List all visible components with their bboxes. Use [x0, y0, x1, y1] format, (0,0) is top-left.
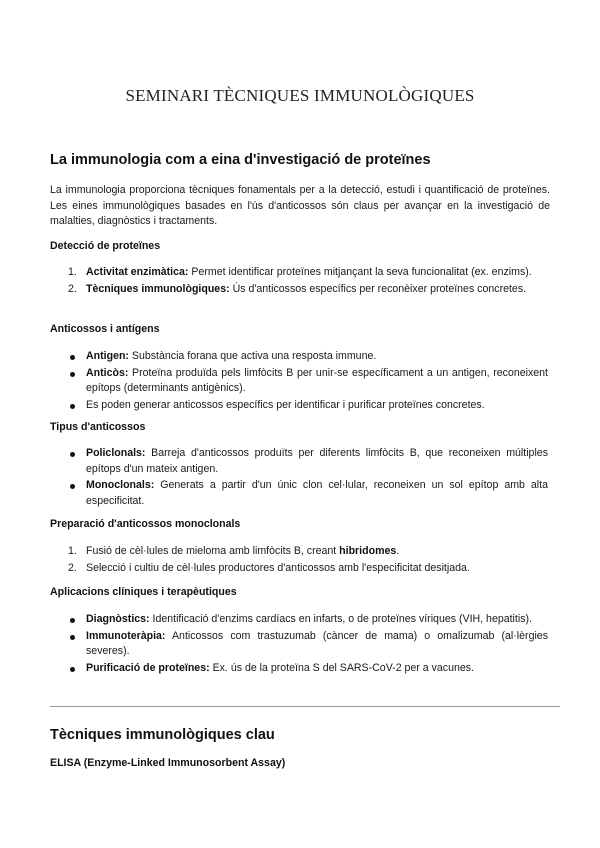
bullet-icon: [70, 355, 75, 360]
bullet-icon: [70, 618, 75, 623]
list-item: Antigen: Substància forana que activa una resposta immune.: [70, 349, 548, 365]
list-deteccio: [70, 265, 548, 298]
list-item: Anticòs: Proteïna produïda pels limfòcits B per unir-se específicament a un antigen, reconeixent epítops (determinants antigènics).: [70, 366, 548, 397]
list-item: 1. Activitat enzimàtica: Permet identificar proteïnes mitjançant la seva funcionalitat (ex. enzims).: [68, 266, 532, 278]
subheading-anticossos: Anticossos i antígens: [50, 323, 160, 335]
list-item: 1. Fusió de cèl·lules de mieloma amb limfòcits B, creant hibridomes.: [68, 545, 400, 557]
intro-paragraph: La immunologia proporciona tècniques fonamentals per a la detecció, estudi i quantificació de proteïnes. Les eines immunològiques basades en l'ús d'anticossos són claus per avançar en la investigació de malalties, diagnòstics i tractaments.: [50, 184, 550, 227]
list-item: Monoclonals: Generats a partir d'un únic clon cel·lular, reconeixen un sol epítop amb alta especificitat.: [70, 478, 548, 509]
document-title: SEMINARI TÈCNIQUES IMMUNOLÒGIQUES: [125, 86, 475, 105]
list-item: Immunoteràpia: Anticossos com trastuzumab (càncer de mama) o omalizumab (al·lèrgies severes).: [70, 629, 548, 660]
bullet-icon: [70, 635, 75, 640]
list-anticossos: [70, 349, 548, 414]
subheading-elisa: ELISA (Enzyme-Linked Immunosorbent Assay): [50, 757, 286, 769]
list-item: Es poden generar anticossos específics per identificar i purificar proteïnes concretes.: [70, 398, 548, 414]
section-heading-tecniques: Tècniques immunològiques clau: [50, 727, 275, 743]
list-aplicacions: [70, 612, 548, 677]
bullet-icon: [70, 404, 75, 409]
list-tipus: [70, 446, 548, 510]
list-item: Policlonals: Barreja d'anticossos produïts per diferents limfòcits B, que reconeixen múltiples epítops d'un mateix antigen.: [70, 446, 548, 477]
subheading-deteccio: Detecció de proteïnes: [50, 240, 161, 252]
list-item: Purificació de proteïnes: Ex. ús de la proteïna S del SARS-CoV-2 per a vacunes.: [70, 661, 548, 677]
bullet-icon: [70, 667, 75, 672]
bullet-icon: [70, 372, 75, 377]
list-preparacio: [70, 544, 548, 577]
bullet-icon: [70, 484, 75, 489]
subheading-aplicacions: Aplicacions clíniques i terapèutiques: [50, 586, 237, 598]
list-item: 2. Selecció i cultiu de cèl·lules productores d'anticossos amb l'especificitat desitjada.: [68, 561, 470, 574]
horizontal-divider: [50, 706, 560, 707]
subheading-tipus: Tipus d'anticossos: [50, 421, 146, 433]
section-heading-immunologia: La immunologia com a eina d'investigació de proteïnes: [50, 152, 431, 168]
subheading-preparacio: Preparació d'anticossos monoclonals: [50, 518, 241, 530]
list-item: 2. Tècniques immunològiques: Ús d'anticossos específics per reconèixer proteïnes concretes.: [68, 282, 527, 295]
list-item: Diagnòstics: Identificació d'enzims cardíacs en infarts, o de proteïnes víriques (VIH, hepatitis).: [70, 612, 548, 628]
bullet-icon: [70, 452, 75, 457]
